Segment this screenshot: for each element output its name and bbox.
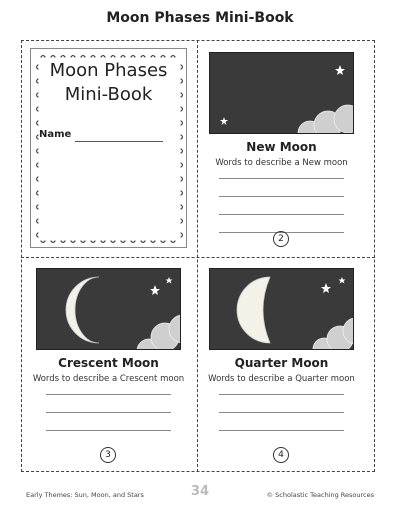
quarter-moon-icon — [237, 277, 270, 343]
panel-prompt: Words to describe a New moon — [215, 158, 348, 168]
footer-page-number: 34 — [190, 484, 210, 499]
writing-line[interactable] — [219, 196, 344, 197]
panel-title: New Moon — [246, 140, 317, 154]
cover-title — [31, 59, 186, 107]
horizontal-cut-line — [21, 257, 375, 258]
writing-line[interactable] — [219, 214, 344, 215]
star-icon — [150, 277, 173, 295]
footer-copyright: © Scholastic Teaching Resources — [266, 491, 374, 499]
writing-line[interactable] — [219, 394, 344, 395]
panel-quarter-moon — [203, 262, 360, 467]
name-line[interactable] — [75, 141, 163, 142]
writing-line[interactable] — [219, 178, 344, 179]
name-label: Name — [39, 129, 72, 140]
footer-source: Early Themes: Sun, Moon, and Stars — [26, 491, 144, 499]
quarter-moon-scene — [209, 268, 354, 350]
cloud-icon — [298, 105, 354, 134]
panel-crescent-moon — [30, 262, 187, 467]
writing-line[interactable] — [46, 430, 171, 431]
page-number: 4 — [273, 447, 289, 463]
cover-title-line2: Mini-Book — [64, 84, 153, 105]
cover-title-line1: Moon Phases — [49, 60, 168, 81]
new-moon-scene — [209, 52, 354, 134]
page-number: 2 — [273, 231, 289, 247]
cover-panel — [30, 48, 187, 248]
cloud-icon — [313, 318, 354, 350]
page-number: 3 — [100, 447, 116, 463]
writing-line[interactable] — [46, 412, 171, 413]
page-title: Moon Phases Mini-Book — [106, 10, 294, 26]
crescent-moon-scene — [36, 268, 181, 350]
cloud-icon — [137, 315, 181, 350]
star-icon — [321, 277, 346, 293]
crescent-moon-icon — [66, 277, 99, 343]
vertical-cut-line — [197, 40, 198, 472]
writing-line[interactable] — [46, 394, 171, 395]
panel-title: Quarter Moon — [234, 356, 329, 370]
panel-title: Crescent Moon — [58, 356, 159, 370]
panel-new-moon — [203, 46, 360, 251]
panel-prompt: Words to describe a Crescent moon — [32, 374, 185, 384]
panel-prompt: Words to describe a Quarter moon — [208, 374, 355, 384]
writing-line[interactable] — [219, 430, 344, 431]
writing-line[interactable] — [219, 412, 344, 413]
